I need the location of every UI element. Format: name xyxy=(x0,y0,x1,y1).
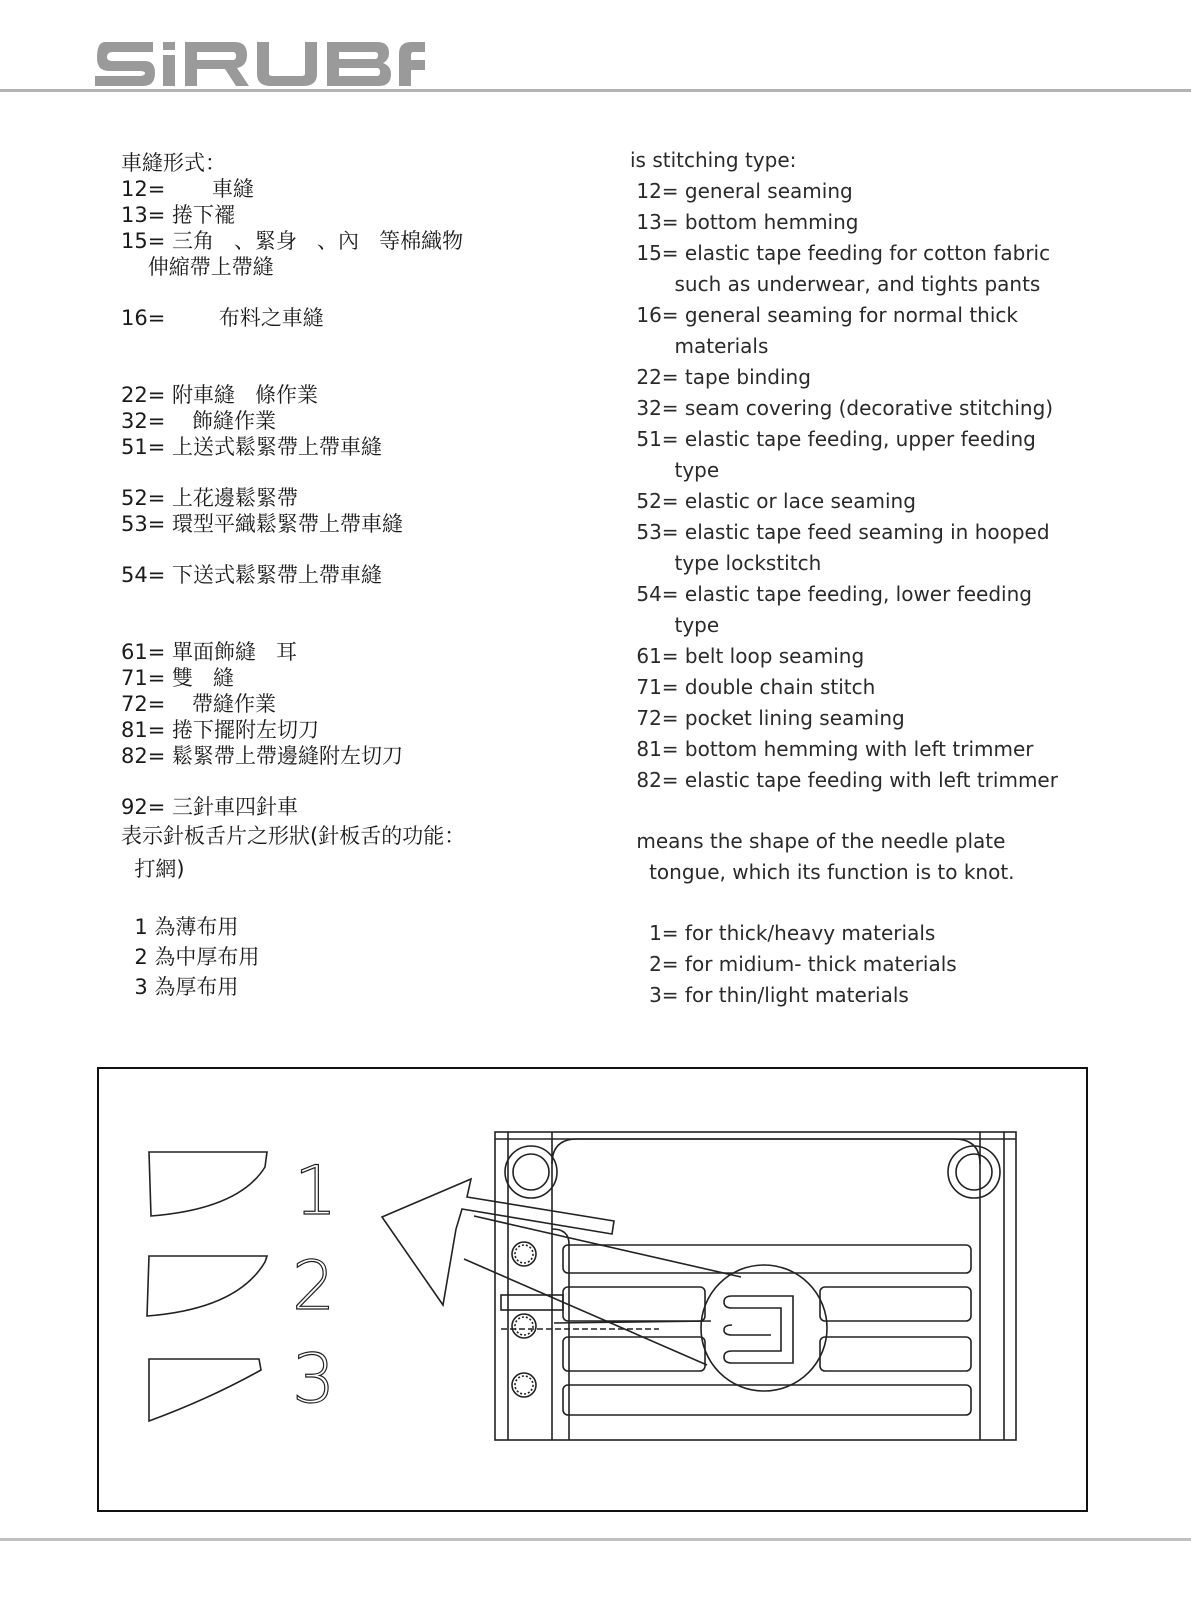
zh-line: 12= 車縫 xyxy=(121,177,255,201)
en-line: 54= elastic tape feeding, lower feeding xyxy=(630,582,1032,606)
tongue-shape-2 xyxy=(147,1256,267,1316)
header-rule xyxy=(0,89,1191,92)
zh-line: 72= 帶縫作業 xyxy=(121,692,277,716)
en-line: 2= for midium- thick materials xyxy=(630,952,957,976)
en-line: 52= elastic or lace seaming xyxy=(630,489,916,513)
en-line: type xyxy=(630,613,720,637)
en-line: 32= seam covering (decorative stitching) xyxy=(630,396,1054,420)
shape-label-2: 2 xyxy=(292,1247,336,1326)
en-line: 53= elastic tape feed seaming in hooped xyxy=(630,520,1050,544)
en-line: materials xyxy=(630,334,769,358)
shape-label-3: 3 xyxy=(292,1340,336,1419)
en-line: 3= for thin/light materials xyxy=(630,983,909,1007)
en-line: 22= tape binding xyxy=(630,365,811,389)
en-line: 81= bottom hemming with left trimmer xyxy=(630,737,1034,761)
zh-line: 22= 附車縫 條作業 xyxy=(121,383,319,407)
zh-line: 13= 捲下襬 xyxy=(121,203,235,227)
en-line: 12= general seaming xyxy=(630,179,853,203)
zh-line: 54= 下送式鬆緊帶上帶車縫 xyxy=(121,563,382,587)
zh-line: 3 為厚布用 xyxy=(121,975,239,999)
en-line: 61= belt loop seaming xyxy=(630,644,865,668)
zh-line: 伸縮帶上帶縫 xyxy=(121,255,274,279)
zh-line: 32= 飾縫作業 xyxy=(121,409,277,433)
en-line: 82= elastic tape feeding with left trimmer xyxy=(630,768,1058,792)
en-line: 15= elastic tape feeding for cotton fabric xyxy=(630,241,1051,265)
zh-line: 71= 雙 縫 xyxy=(121,666,235,690)
siruba-logo xyxy=(95,38,425,90)
en-line: 1= for thick/heavy materials xyxy=(630,921,936,945)
en-line: tongue, which its function is to knot. xyxy=(630,860,1015,884)
tongue-shape-3 xyxy=(149,1359,261,1421)
en-line: 71= double chain stitch xyxy=(630,675,876,699)
zh-line: 81= 捲下擺附左切刀 xyxy=(121,718,319,742)
en-line: type lockstitch xyxy=(630,551,822,575)
zh-line: 51= 上送式鬆緊帶上帶車縫 xyxy=(121,435,382,459)
tongue-shape-1 xyxy=(149,1152,267,1216)
en-line: 13= bottom hemming xyxy=(630,210,859,234)
shape-label-1: 1 xyxy=(294,1152,338,1231)
en-line: is stitching type: xyxy=(630,148,797,172)
footer-rule xyxy=(0,1538,1191,1541)
en-line: such as underwear, and tights pants xyxy=(630,272,1041,296)
zh-line: 92= 三針車四針車 xyxy=(121,795,298,819)
needle-plate-diagram xyxy=(97,1067,1088,1512)
page-header xyxy=(0,0,1191,100)
zh-line: 15= 三角 、緊身 、內 等棉織物 xyxy=(121,229,464,253)
zh-line: 52= 上花邊鬆緊帶 xyxy=(121,486,298,510)
zh-line: 1 為薄布用 xyxy=(121,915,239,939)
zh-line: 16= 布料之車縫 xyxy=(121,306,324,330)
zh-line: 61= 單面飾縫 耳 xyxy=(121,640,298,664)
en-line: means the shape of the needle plate xyxy=(630,829,1006,853)
en-line: 16= general seaming for normal thick xyxy=(630,303,1018,327)
en-line: 72= pocket lining seaming xyxy=(630,706,905,730)
zh-line: 2 為中厚布用 xyxy=(121,945,260,969)
en-line: type xyxy=(630,458,720,482)
en-line: 51= elastic tape feeding, upper feeding xyxy=(630,427,1036,451)
zh-line: 82= 鬆緊帶上帶邊縫附左切刀 xyxy=(121,744,403,768)
needle-plate xyxy=(464,1132,1016,1440)
zh-line: 53= 環型平織鬆緊帶上帶車縫 xyxy=(121,512,403,536)
zh-line: 表示針板舌片之形狀(針板舌的功能： xyxy=(121,824,466,848)
zh-line: 車縫形式： xyxy=(121,151,226,175)
zh-line: 打網) xyxy=(121,857,185,881)
arrow-icon xyxy=(382,1179,614,1305)
